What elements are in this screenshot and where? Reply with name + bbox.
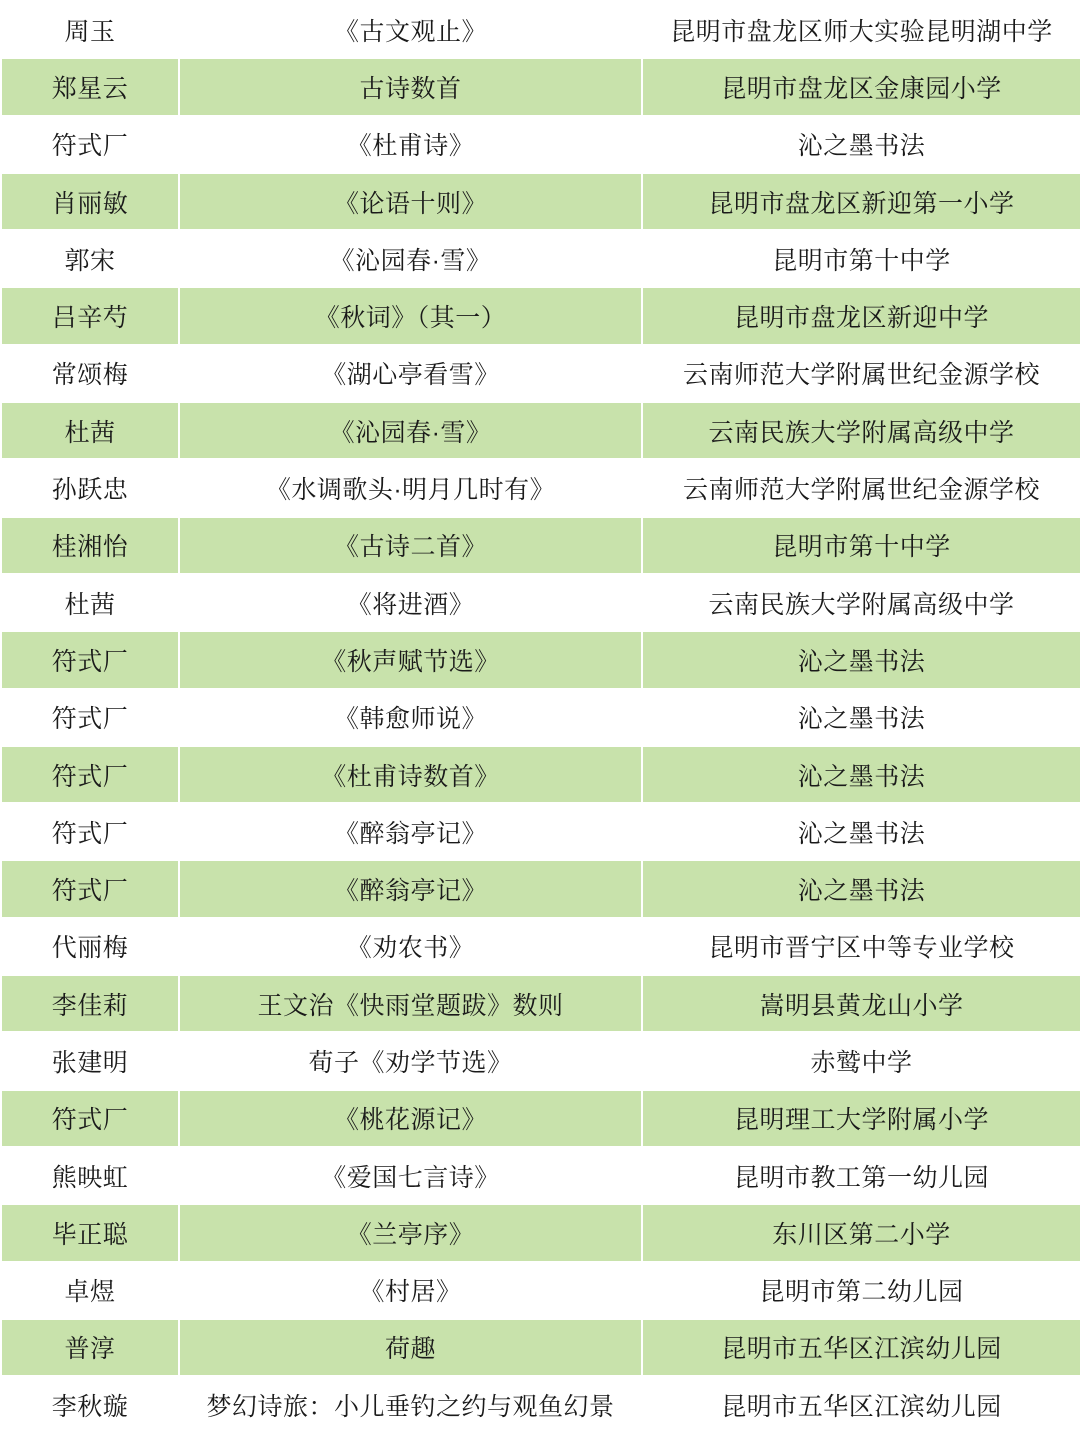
table-row (1, 230, 1080, 287)
cell-work: 《沁园春·雪》 (179, 402, 642, 459)
cell-name: 毕正聪 (1, 1204, 179, 1261)
cell-work: 梦幻诗旅：小儿垂钓之约与观鱼幻景 (179, 1376, 642, 1433)
cell-name: 杜茜 (1, 574, 179, 631)
cell-org: 昆明市第十中学 (642, 230, 1080, 287)
cell-name: 周玉 (1, 1, 179, 58)
cell-name: 常颂梅 (1, 345, 179, 402)
results-table-body (1, 1, 1080, 1433)
table-row (1, 345, 1080, 402)
cell-name: 符式厂 (1, 803, 179, 860)
cell-name: 李佳莉 (1, 975, 179, 1032)
table-row (1, 1, 1080, 58)
cell-name: 符式厂 (1, 689, 179, 746)
cell-name: 郑星云 (1, 58, 179, 115)
cell-work: 《爱国七言诗》 (179, 1147, 642, 1204)
cell-name: 郭宋 (1, 230, 179, 287)
cell-org: 东川区第二小学 (642, 1204, 1080, 1261)
cell-name: 杜茜 (1, 402, 179, 459)
cell-name: 卓煜 (1, 1262, 179, 1319)
cell-name: 普淳 (1, 1319, 179, 1376)
cell-org: 昆明市五华区江滨幼儿园 (642, 1376, 1080, 1433)
cell-org: 云南师范大学附属世纪金源学校 (642, 459, 1080, 516)
cell-org: 赤鹫中学 (642, 1032, 1080, 1089)
cell-name: 符式厂 (1, 860, 179, 917)
cell-org: 沁之墨书法 (642, 746, 1080, 803)
table-row (1, 746, 1080, 803)
table-row (1, 402, 1080, 459)
cell-work: 《醉翁亭记》 (179, 803, 642, 860)
cell-work: 《将进酒》 (179, 574, 642, 631)
cell-org: 昆明市盘龙区师大实验昆明湖中学 (642, 1, 1080, 58)
cell-name: 熊映虹 (1, 1147, 179, 1204)
cell-name: 吕辛芍 (1, 287, 179, 344)
cell-org: 云南民族大学附属高级中学 (642, 574, 1080, 631)
cell-org: 云南民族大学附属高级中学 (642, 402, 1080, 459)
table-row (1, 116, 1080, 173)
table-row (1, 1262, 1080, 1319)
table-row (1, 574, 1080, 631)
cell-work: 《韩愈师说》 (179, 689, 642, 746)
cell-work: 《秋词》（其一） (179, 287, 642, 344)
cell-work: 荷趣 (179, 1319, 642, 1376)
cell-work: 《沁园春·雪》 (179, 230, 642, 287)
table-row (1, 1147, 1080, 1204)
cell-name: 符式厂 (1, 631, 179, 688)
cell-name: 李秋璇 (1, 1376, 179, 1433)
cell-name: 孙跃忠 (1, 459, 179, 516)
cell-work: 《醉翁亭记》 (179, 860, 642, 917)
cell-org: 沁之墨书法 (642, 860, 1080, 917)
table-row (1, 860, 1080, 917)
cell-work: 《桃花源记》 (179, 1090, 642, 1147)
table-row (1, 459, 1080, 516)
cell-org: 昆明市教工第一幼儿园 (642, 1147, 1080, 1204)
cell-work: 古诗数首 (179, 58, 642, 115)
table-row (1, 689, 1080, 746)
table-row (1, 918, 1080, 975)
cell-work: 荀子《劝学节选》 (179, 1032, 642, 1089)
table-row (1, 58, 1080, 115)
cell-work: 《水调歌头·明月几时有》 (179, 459, 642, 516)
cell-work: 《杜甫诗数首》 (179, 746, 642, 803)
table-row (1, 1319, 1080, 1376)
cell-work: 《杜甫诗》 (179, 116, 642, 173)
cell-org: 昆明市晋宁区中等专业学校 (642, 918, 1080, 975)
cell-name: 符式厂 (1, 746, 179, 803)
cell-org: 昆明市第二幼儿园 (642, 1262, 1080, 1319)
table-row (1, 975, 1080, 1032)
cell-name: 代丽梅 (1, 918, 179, 975)
table-row (1, 173, 1080, 230)
cell-work: 王文治《快雨堂题跋》数则 (179, 975, 642, 1032)
table-row (1, 1032, 1080, 1089)
cell-work: 《村居》 (179, 1262, 642, 1319)
cell-org: 昆明市盘龙区新迎第一小学 (642, 173, 1080, 230)
cell-org: 昆明理工大学附属小学 (642, 1090, 1080, 1147)
cell-org: 昆明市盘龙区新迎中学 (642, 287, 1080, 344)
cell-work: 《劝农书》 (179, 918, 642, 975)
cell-name: 张建明 (1, 1032, 179, 1089)
cell-org: 沁之墨书法 (642, 689, 1080, 746)
cell-work: 《论语十则》 (179, 173, 642, 230)
cell-work: 《古诗二首》 (179, 517, 642, 574)
cell-org: 昆明市第十中学 (642, 517, 1080, 574)
table-row (1, 1376, 1080, 1433)
cell-org: 嵩明县黄龙山小学 (642, 975, 1080, 1032)
table-row (1, 517, 1080, 574)
cell-work: 《秋声赋节选》 (179, 631, 642, 688)
cell-work: 《古文观止》 (179, 1, 642, 58)
table-row (1, 1204, 1080, 1261)
cell-name: 桂湘怡 (1, 517, 179, 574)
cell-name: 符式厂 (1, 1090, 179, 1147)
table-row (1, 631, 1080, 688)
cell-org: 沁之墨书法 (642, 803, 1080, 860)
cell-work: 《湖心亭看雪》 (179, 345, 642, 402)
table-row (1, 287, 1080, 344)
cell-org: 昆明市五华区江滨幼儿园 (642, 1319, 1080, 1376)
cell-org: 昆明市盘龙区金康园小学 (642, 58, 1080, 115)
cell-work: 《兰亭序》 (179, 1204, 642, 1261)
table-row (1, 803, 1080, 860)
cell-org: 云南师范大学附属世纪金源学校 (642, 345, 1080, 402)
table-row (1, 1090, 1080, 1147)
cell-org: 沁之墨书法 (642, 631, 1080, 688)
cell-name: 肖丽敏 (1, 173, 179, 230)
cell-org: 沁之墨书法 (642, 116, 1080, 173)
cell-name: 符式厂 (1, 116, 179, 173)
